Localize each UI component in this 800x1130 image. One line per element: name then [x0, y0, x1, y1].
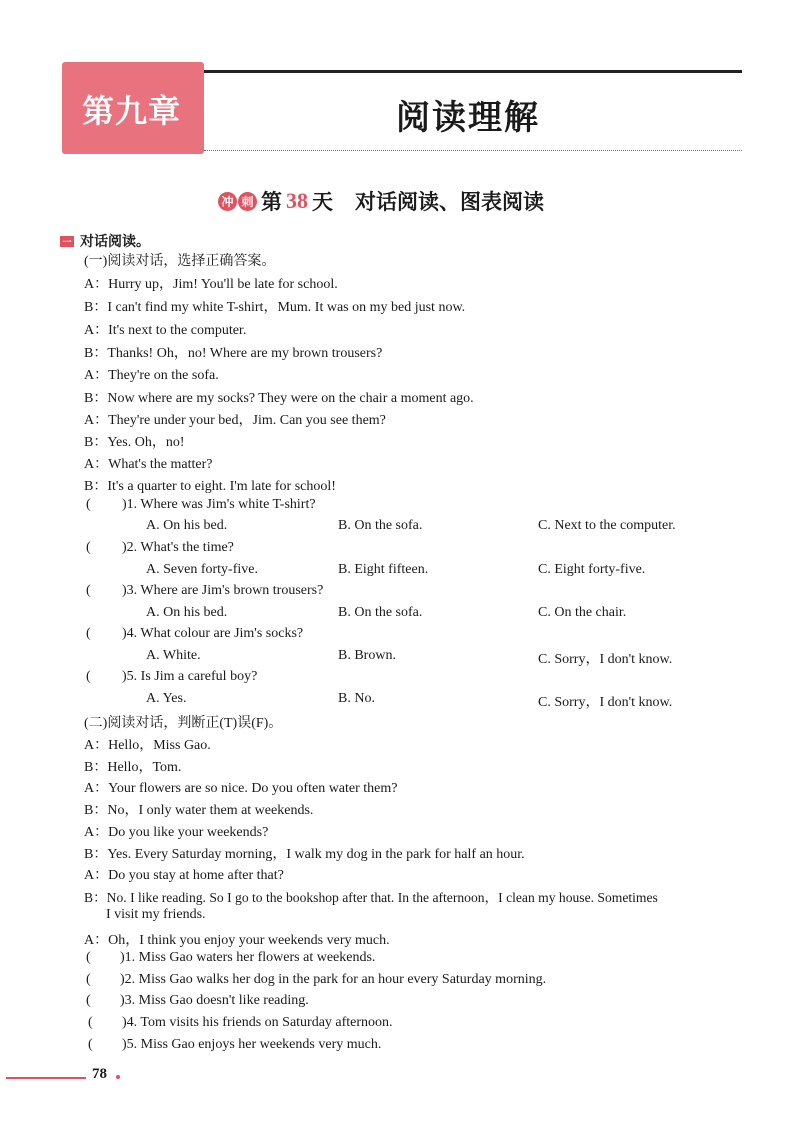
sprint-badge-icon: 冲 — [218, 192, 237, 211]
day-subject: 对话阅读、图表阅读 — [355, 190, 544, 214]
option-b: B. On the sofa. — [338, 605, 423, 620]
option-a: A. On his bed. — [146, 605, 228, 620]
dialogue-line: B：Hello，Tom. — [84, 760, 182, 775]
dialogue-line: B：Now where are my socks? They were on the chair a moment ago. — [84, 391, 474, 406]
day-prefix: 第 — [261, 190, 282, 214]
answer-blank[interactable]: ( — [86, 669, 91, 684]
dialogue-line: B：Thanks! Oh，no! Where are my brown trousers? — [84, 346, 383, 361]
question-text: )3. Where are Jim's brown trousers? — [122, 583, 324, 598]
chapter-tab — [62, 62, 204, 154]
dialogue-line: A：Do you like your weekends? — [84, 825, 269, 840]
option-a: A. White. — [146, 648, 201, 663]
option-a: A. Seven forty-five. — [146, 562, 258, 577]
option-c: C. Sorry，I don't know. — [538, 695, 673, 710]
option-c: C. Eight forty-five. — [538, 562, 646, 577]
question-text: )4. What colour are Jim's socks? — [122, 626, 304, 641]
dialogue-line: A：It's next to the computer. — [84, 323, 247, 338]
statement-text: )1. Miss Gao waters her flowers at weekends. — [120, 950, 376, 965]
answer-blank[interactable]: ( — [88, 1015, 93, 1030]
statement-text: )4. Tom visits his friends on Saturday afternoon. — [122, 1015, 393, 1030]
dialogue-line: A：What's the matter? — [84, 457, 213, 472]
section-mark: 一 — [60, 236, 74, 247]
page-number: 78 — [92, 1066, 107, 1082]
dialogue-line: A：Hurry up，Jim! You'll be late for school. — [84, 277, 338, 292]
option-b: B. On the sofa. — [338, 518, 423, 533]
question-text: )2. What's the time? — [122, 540, 234, 555]
dialogue-line: A：They're on the sofa. — [84, 368, 219, 383]
option-a: A. Yes. — [146, 691, 187, 706]
dialogue-line: A：Do you stay at home after that? — [84, 868, 284, 883]
dialogue-line: A：Your flowers are so nice. Do you often water them? — [84, 781, 398, 796]
sprint-badge-icon: 刺 — [238, 192, 257, 211]
statement-text: )3. Miss Gao doesn't like reading. — [120, 993, 309, 1008]
header-dotted-rule — [204, 150, 742, 151]
dialogue-line-continued: I visit my friends. — [106, 907, 206, 922]
answer-blank[interactable]: ( — [86, 972, 91, 987]
header-rule — [204, 70, 742, 73]
answer-blank[interactable]: ( — [86, 583, 91, 598]
dialogue-line: A：Oh，I think you enjoy your weekends very much. — [84, 933, 390, 948]
option-b: B. Brown. — [338, 648, 396, 663]
dialogue-line: B：Yes. Every Saturday morning，I walk my dog in the park for half an hour. — [84, 847, 525, 862]
day-title — [218, 186, 544, 216]
dialogue-line: B：I can't find my white T-shirt，Mum. It was on my bed just now. — [84, 300, 466, 315]
question-text: )5. Is Jim a careful boy? — [122, 669, 258, 684]
chapter-label: 第九章 — [82, 92, 182, 130]
option-c: C. On the chair. — [538, 605, 627, 620]
option-c: C. Sorry，I don't know. — [538, 652, 673, 667]
page-dot-icon — [116, 1075, 120, 1079]
question-text: )1. Where was Jim's white T-shirt? — [122, 497, 316, 512]
answer-blank[interactable]: ( — [86, 626, 91, 641]
day-number: 38 — [286, 188, 308, 213]
option-b: B. Eight fifteen. — [338, 562, 429, 577]
answer-blank[interactable]: ( — [86, 950, 91, 965]
option-b: B. No. — [338, 691, 375, 706]
dialogue-line: B：Yes. Oh，no! — [84, 435, 185, 450]
part1-instruction: (一)阅读对话，选择正确答案。 — [84, 254, 276, 269]
day-suffix: 天 — [312, 190, 333, 214]
dialogue-line: A：They're under your bed，Jim. Can you see them? — [84, 413, 386, 428]
dialogue-line: B：No，I only water them at weekends. — [84, 803, 314, 818]
dialogue-line: B：It's a quarter to eight. I'm late for school! — [84, 479, 336, 494]
option-a: A. On his bed. — [146, 518, 228, 533]
section-heading — [60, 231, 150, 251]
section-title: 对话阅读。 — [80, 234, 150, 250]
dialogue-line: B：No. I like reading. So I go to the bookshop after that. In the afternoon，I clean my house. Sometimes — [84, 890, 658, 905]
answer-blank[interactable]: ( — [86, 993, 91, 1008]
answer-blank[interactable]: ( — [88, 1037, 93, 1052]
statement-text: )2. Miss Gao walks her dog in the park for an hour every Saturday morning. — [120, 972, 547, 987]
page-title: 阅读理解 — [396, 98, 540, 138]
footer-rule — [6, 1077, 86, 1079]
statement-text: )5. Miss Gao enjoys her weekends very much. — [122, 1037, 382, 1052]
dialogue-line: A：Hello，Miss Gao. — [84, 738, 211, 753]
answer-blank[interactable]: ( — [86, 497, 91, 512]
option-c: C. Next to the computer. — [538, 518, 676, 533]
answer-blank[interactable]: ( — [86, 540, 91, 555]
part2-instruction: (二)阅读对话，判断正(T)误(F)。 — [84, 716, 283, 731]
